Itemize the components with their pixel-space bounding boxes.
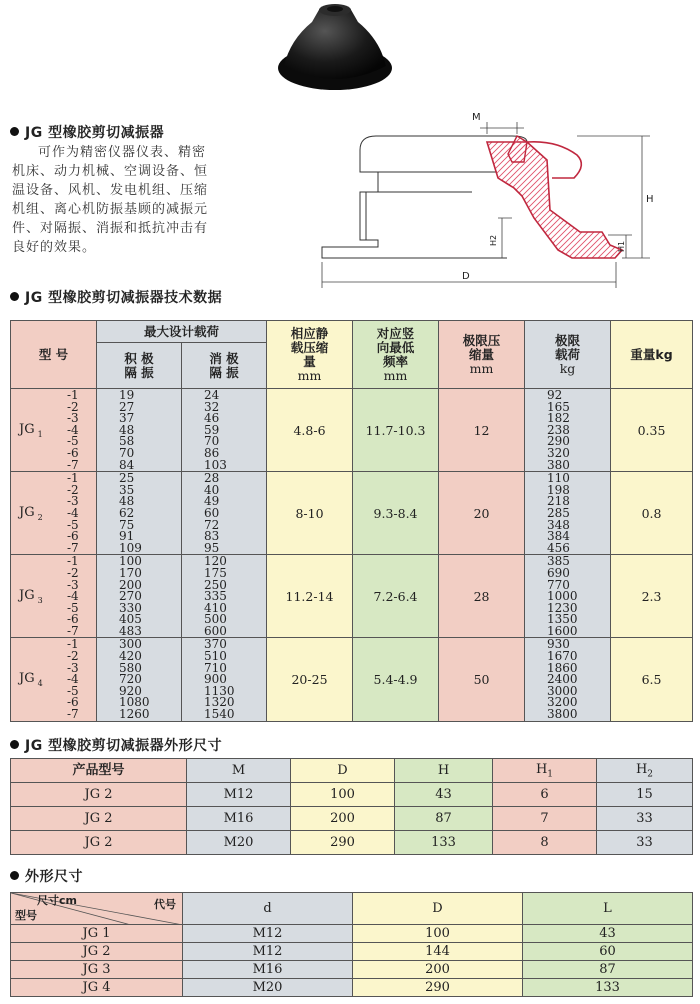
l-cell: 60 <box>523 943 693 961</box>
m-cell: M16 <box>187 807 291 831</box>
d-cell: 290 <box>291 831 395 855</box>
product-photo <box>270 0 400 100</box>
small-d-cell: M12 <box>183 925 353 943</box>
header-active-isolation: 积 极 隔 振 <box>97 343 182 389</box>
section-title-outline: 外形尺寸 <box>10 866 83 886</box>
h2-cell: 33 <box>597 807 693 831</box>
passive-isolation-cell: 28 40 49 60 72 83 95 <box>182 472 267 555</box>
deflection-cell: 20-25 <box>267 638 353 721</box>
h2-cell: 15 <box>597 783 693 807</box>
weight-cell: 0.35 <box>611 389 693 472</box>
model-cell: JG 2 <box>11 783 187 807</box>
deflection-cell: 4.8-6 <box>267 389 353 472</box>
l-cell: 43 <box>523 925 693 943</box>
header-limit-compression: 极限压 缩量 mm <box>439 321 525 389</box>
l-cell: 133 <box>523 979 693 997</box>
passive-isolation-cell: 24 32 46 59 70 86 103 <box>182 389 267 472</box>
section-title-dimensions: JG 型橡胶剪切减振器外形尺寸 <box>10 735 222 755</box>
header-model: 型 号 <box>11 321 97 389</box>
bullet-icon <box>10 871 19 880</box>
header-small-d: d <box>183 893 353 925</box>
model-cell <box>11 638 97 721</box>
active-isolation-cell: 300 420 580 720 920 1080 1260 <box>97 638 182 721</box>
table-row <box>11 472 693 555</box>
header-passive-isolation: 消 极 隔 振 <box>182 343 267 389</box>
table-row <box>11 831 693 855</box>
header-h: H <box>395 759 493 783</box>
limit-compression-cell: 50 <box>439 638 525 721</box>
h1-cell: 8 <box>493 831 597 855</box>
table-row <box>11 555 693 638</box>
label-h1: H1 <box>617 240 626 252</box>
label-h: H <box>646 194 654 205</box>
model-cell: JG 2 <box>11 807 187 831</box>
table-row <box>11 783 693 807</box>
header-product-model: 产品型号 <box>11 759 187 783</box>
header-weight: 重量kg <box>611 321 693 389</box>
table-row <box>11 979 693 997</box>
weight-cell: 0.8 <box>611 472 693 555</box>
limit-compression-cell: 28 <box>439 555 525 638</box>
model-cell <box>11 472 97 555</box>
weight-cell: 2.3 <box>611 555 693 638</box>
model-cell: JG 2 <box>11 943 183 961</box>
weight-cell: 6.5 <box>611 638 693 721</box>
section-title-tech: JG 型橡胶剪切减振器技术数据 <box>10 287 222 307</box>
header-limit-load: 极限 载荷 kg <box>525 321 611 389</box>
header-h2: $H_2$ <box>597 759 693 783</box>
d-cell: 200 <box>291 807 395 831</box>
h-cell: 133 <box>395 831 493 855</box>
model-name: JG $_3$ <box>19 588 43 605</box>
table-row <box>11 638 693 721</box>
model-name: JG $_2$ <box>19 505 43 522</box>
big-d-cell: 200 <box>353 961 523 979</box>
bullet-icon <box>10 127 19 136</box>
header-big-d: D <box>353 893 523 925</box>
m-cell: M20 <box>187 831 291 855</box>
model-cell <box>11 389 97 472</box>
h1-cell: 7 <box>493 807 597 831</box>
model-cell: JG 3 <box>11 961 183 979</box>
passive-isolation-cell: 370 510 710 900 1130 1320 1540 <box>182 638 267 721</box>
small-d-cell: M16 <box>183 961 353 979</box>
section-title-intro: JG 型橡胶剪切减振器 <box>10 122 164 142</box>
tech-data-table <box>10 320 693 722</box>
header-diagonal: 尺寸cm 代号 型号 <box>11 893 183 925</box>
limit-load-cell: 110 198 218 285 348 384 456 <box>525 472 611 555</box>
label-m: M <box>472 112 481 123</box>
header-m: M <box>187 759 291 783</box>
model-suffixes: -1 -2 -3 -4 -5 -6 -7 <box>67 471 79 555</box>
header-d: D <box>291 759 395 783</box>
active-isolation-cell: 25 35 48 62 75 91 109 <box>97 472 182 555</box>
table-row <box>11 807 693 831</box>
frequency-cell: 7.2-6.4 <box>353 555 439 638</box>
header-deflection: 相应静 载压缩 量 mm <box>267 321 353 389</box>
frequency-cell: 9.3-8.4 <box>353 472 439 555</box>
header-h1: $H_1$ <box>493 759 597 783</box>
dimension-drawing <box>312 100 672 300</box>
model-suffixes: -1 -2 -3 -4 -5 -6 -7 <box>67 554 79 638</box>
bullet-icon <box>10 292 19 301</box>
d-cell: 100 <box>291 783 395 807</box>
model-cell: JG 1 <box>11 925 183 943</box>
bullet-icon <box>10 740 19 749</box>
limit-compression-cell: 20 <box>439 472 525 555</box>
big-d-cell: 144 <box>353 943 523 961</box>
deflection-cell: 8-10 <box>267 472 353 555</box>
model-cell: JG 2 <box>11 831 187 855</box>
limit-compression-cell: 12 <box>439 389 525 472</box>
model-cell <box>11 555 97 638</box>
table-row <box>11 389 693 472</box>
frequency-cell: 5.4-4.9 <box>353 638 439 721</box>
h-cell: 87 <box>395 807 493 831</box>
table-row <box>11 925 693 943</box>
header-max-load: 最大设计载荷 <box>97 321 267 343</box>
model-name: JG $_1$ <box>19 422 43 439</box>
deflection-cell: 11.2-14 <box>267 555 353 638</box>
h2-cell: 33 <box>597 831 693 855</box>
frequency-cell: 11.7-10.3 <box>353 389 439 472</box>
model-suffixes: -1 -2 -3 -4 -5 -6 -7 <box>67 388 79 472</box>
h-cell: 43 <box>395 783 493 807</box>
header-frequency: 对应竖 向最低 频率 mm <box>353 321 439 389</box>
big-d-cell: 100 <box>353 925 523 943</box>
small-d-cell: M20 <box>183 979 353 997</box>
active-isolation-cell: 19 27 37 48 58 70 84 <box>97 389 182 472</box>
model-cell: JG 4 <box>11 979 183 997</box>
active-isolation-cell: 100 170 200 270 330 405 483 <box>97 555 182 638</box>
h1-cell: 6 <box>493 783 597 807</box>
header-l: L <box>523 893 693 925</box>
limit-load-cell: 92 165 182 238 290 320 380 <box>525 389 611 472</box>
table-row <box>11 961 693 979</box>
limit-load-cell: 930 1670 1860 2400 3000 3200 3800 <box>525 638 611 721</box>
m-cell: M12 <box>187 783 291 807</box>
table-row <box>11 943 693 961</box>
passive-isolation-cell: 120 175 250 335 410 500 600 <box>182 555 267 638</box>
model-name: JG $_4$ <box>19 671 43 689</box>
product-description: 可作为精密仪器仪表、精密 机床、动力机械、空调设备、恒 温设备、风机、发电机组、压缩 机组、离心机防振基顾的减振元 件、对隔振、消振和抵抗冲击有 良好的效果。 <box>12 145 209 255</box>
dimension-table <box>10 758 693 855</box>
model-suffixes: -1 -2 -3 -4 -5 -6 -7 <box>67 637 79 722</box>
l-cell: 87 <box>523 961 693 979</box>
outline-size-table <box>10 892 693 997</box>
small-d-cell: M12 <box>183 943 353 961</box>
label-h2: H2 <box>489 234 498 246</box>
label-d: D <box>462 271 470 282</box>
limit-load-cell: 385 690 770 1000 1230 1350 1600 <box>525 555 611 638</box>
big-d-cell: 290 <box>353 979 523 997</box>
